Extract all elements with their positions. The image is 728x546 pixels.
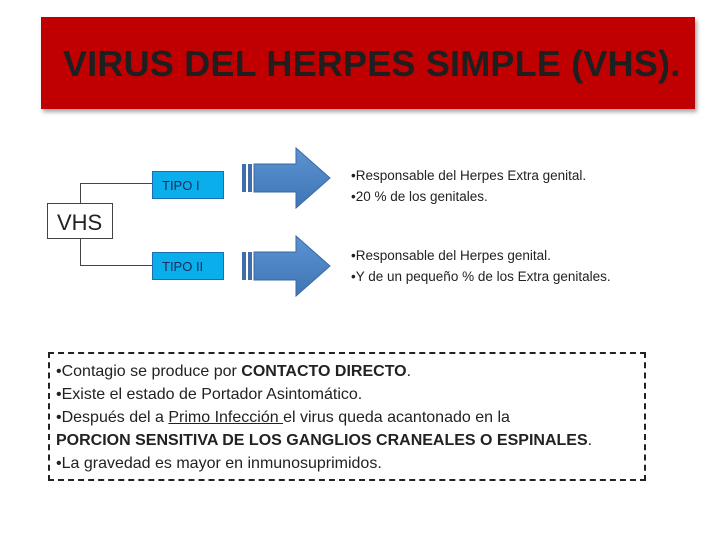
tipo-1-node: TIPO I bbox=[152, 171, 224, 199]
connector-bottom bbox=[80, 239, 153, 266]
tipo-2-node: TIPO II bbox=[152, 252, 224, 280]
note-primo-infeccion: •Después del a Primo Infección el virus queda acantonado en la bbox=[56, 409, 510, 426]
page-title: VIRUS DEL HERPES SIMPLE (VHS). bbox=[63, 43, 681, 84]
note-gravedad: •La gravedad es mayor en inmunosuprimidos. bbox=[56, 455, 382, 472]
title-banner bbox=[41, 17, 695, 109]
note-contagio: •Contagio se produce por CONTACTO DIRECTO. bbox=[56, 363, 412, 380]
vhs-root-node: VHS bbox=[47, 203, 113, 239]
notes-text bbox=[56, 360, 592, 475]
tipo-2-line-2: •Y de un pequeño % de los Extra genitales. bbox=[351, 269, 611, 284]
tipo-2-line-1: •Responsable del Herpes genital. bbox=[351, 248, 551, 263]
tipo-1-line-2: •20 % de los genitales. bbox=[351, 189, 488, 204]
connector-top bbox=[80, 183, 153, 204]
tipo-1-line-1: •Responsable del Herpes Extra genital. bbox=[351, 168, 587, 183]
right-arrow-icon bbox=[240, 234, 332, 298]
note-ganglios: PORCION SENSITIVA DE LOS GANGLIOS CRANEALES O ESPINALES. bbox=[56, 432, 593, 449]
tipo-1-description bbox=[351, 165, 586, 207]
note-portador: •Existe el estado de Portador Asintomático. bbox=[56, 386, 363, 403]
right-arrow-icon bbox=[240, 146, 332, 210]
tipo-2-description bbox=[351, 245, 611, 287]
